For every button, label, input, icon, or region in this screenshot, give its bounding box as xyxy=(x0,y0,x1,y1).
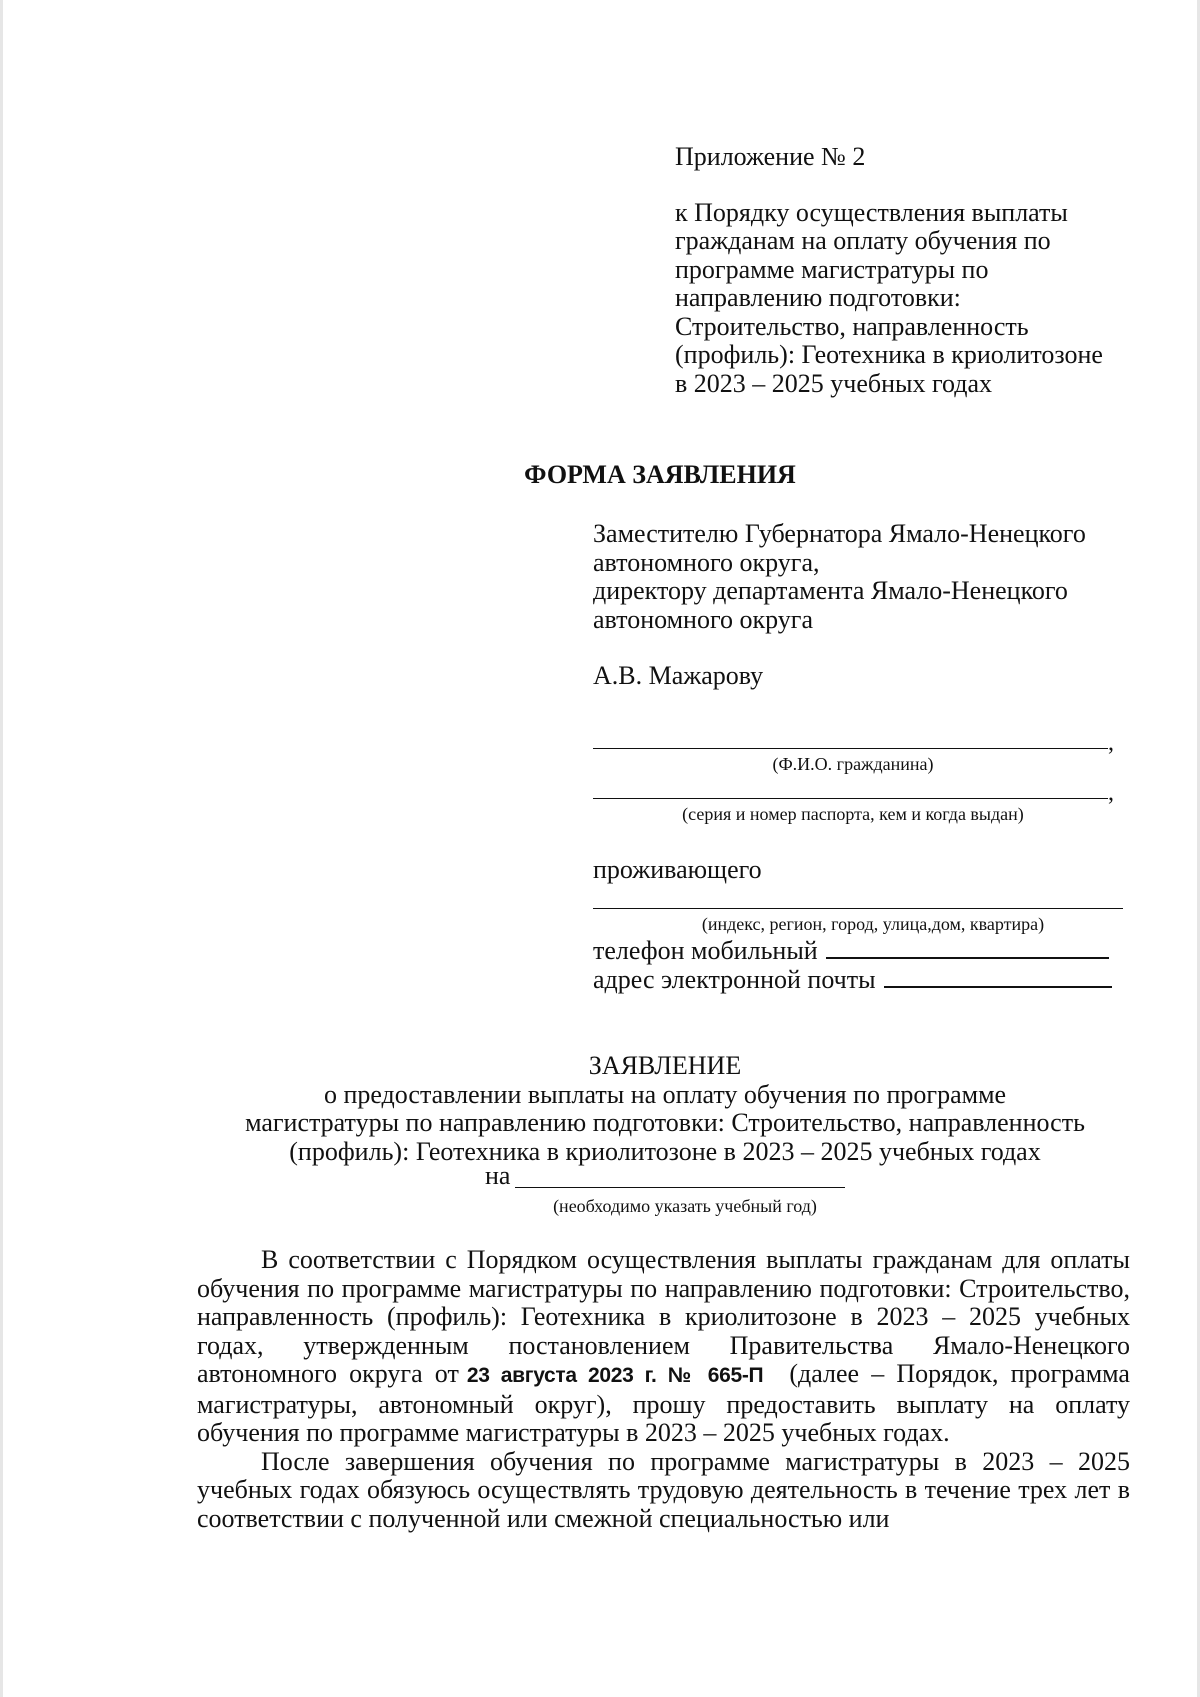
form-heading: ФОРМА ЗАЯВЛЕНИЯ xyxy=(524,460,796,489)
year-label: на xyxy=(485,1161,511,1190)
phone-underline[interactable] xyxy=(826,957,1109,959)
addressee-line: автономного округа, xyxy=(593,547,820,577)
decree-reference: 23 августа 2023 г. № 665-П xyxy=(466,1364,764,1387)
appendix-title: Приложение № 2 xyxy=(675,142,866,171)
statement-title: ЗАЯВЛЕНИЕ xyxy=(588,1051,742,1080)
address-caption: (индекс, регион, город, улица,дом, квартира) xyxy=(701,914,1045,934)
phone-label: телефон мобильный xyxy=(593,936,818,965)
fio-caption: (Ф.И.О. гражданина) xyxy=(772,754,934,774)
addressee-block xyxy=(593,520,1153,691)
passport-caption: (серия и номер паспорта, кем и когда выдан) xyxy=(682,804,1024,824)
email-label: адрес электронной почты xyxy=(593,965,876,994)
statement-subtitle-line: (профиль): Геотехника в криолитозоне в 2023 – 2025 учебных годах xyxy=(289,1136,1041,1166)
phone-field[interactable] xyxy=(593,937,1109,966)
paragraph-1-start: В соответствии с Порядком осуществления выплаты гражданам для оплаты обучения по программе магистратуры по направлению подготовки: Строительство, направленность (профиль): Геотехника в криолитозоне в 2023 – 2025 учебных годах, утвержденным постановлением Правительства Ямало-Ненецкого автономного округа от xyxy=(197,1245,1130,1388)
statement-heading xyxy=(197,1052,1133,1166)
appendix-line: направлению подготовки: xyxy=(675,283,961,312)
appendix-block xyxy=(675,143,1155,398)
addressee-line: директору департамента Ямало-Ненецкого xyxy=(593,576,1068,605)
addressee-name: А.В. Мажарову xyxy=(593,661,764,690)
page-left-edge xyxy=(0,0,3,1697)
year-underline[interactable] xyxy=(515,1187,845,1188)
statement-body xyxy=(197,1246,1130,1533)
appendix-line: к Порядку осуществления выплаты xyxy=(675,197,1068,227)
year-caption: (необходимо указать учебный год) xyxy=(553,1196,817,1216)
paragraph-2: После завершения обучения по программе магистратуры в 2023 – 2025 учебных годах обязуюсь осуществлять трудовую деятельность в течение трех лет в соответствии с полученной или смежной специальностью или xyxy=(197,1446,1130,1533)
address-underline[interactable] xyxy=(593,908,1123,909)
statement-subtitle-line: магистратуры по направлению подготовки: Строительство, направленность xyxy=(245,1108,1085,1137)
addressee-line: автономного округа xyxy=(593,604,813,634)
statement-subtitle-line: о предоставлении выплаты на оплату обучения по программе xyxy=(323,1079,1007,1109)
passport-comma: , xyxy=(1108,780,1114,806)
appendix-line: гражданам на оплату обучения по xyxy=(675,226,1051,255)
paragraph-1-end: (далее – Порядок, программа магистратуры, автономный округ), прошу предоставить выплату на оплату обучения по программе магистратуры в 2023 – 2025 учебных годах. xyxy=(197,1359,1130,1447)
paragraph-1 xyxy=(197,1246,1130,1448)
living-label: проживающего xyxy=(593,855,762,884)
appendix-line: программе магистратуры по xyxy=(675,254,989,284)
email-underline[interactable] xyxy=(884,986,1112,988)
appendix-line: Строительство, направленность xyxy=(675,311,1029,341)
fio-underline[interactable] xyxy=(593,748,1108,749)
addressee-line: Заместителю Губернатора Ямало-Ненецкого xyxy=(593,519,1086,548)
appendix-line: в 2023 – 2025 учебных годах xyxy=(675,368,993,398)
passport-underline[interactable] xyxy=(593,798,1108,799)
fio-comma: , xyxy=(1108,730,1114,756)
email-field[interactable] xyxy=(593,966,1112,995)
appendix-line: (профиль): Геотехника в криолитозоне xyxy=(675,340,1103,369)
